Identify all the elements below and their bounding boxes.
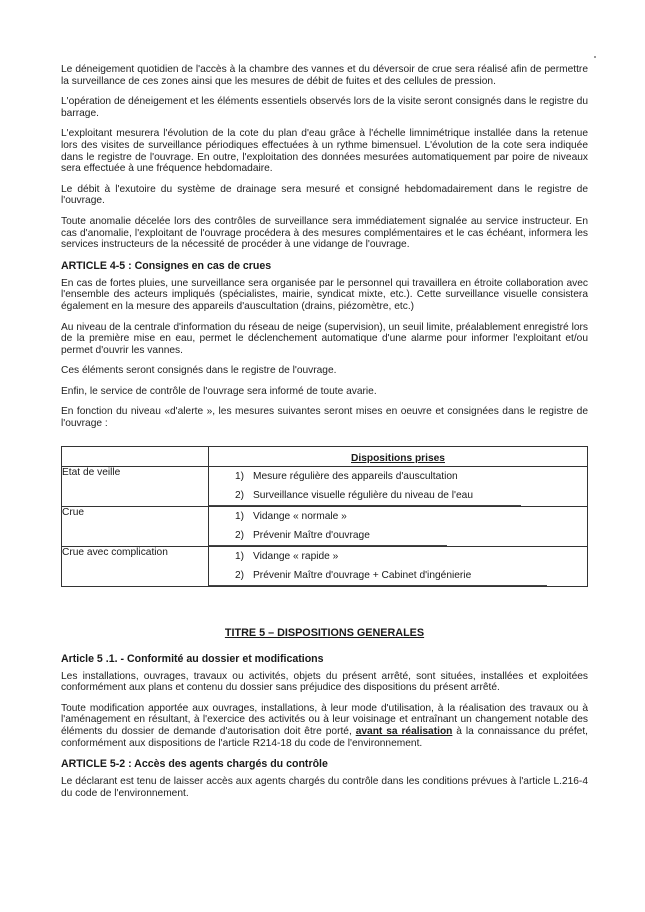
row-label: Etat de veille — [62, 466, 209, 506]
paragraph: Les installations, ouvrages, travaux ou activités, objets du présent arrêté, sont situées, installées et exploitées conformément aux plans et contenu du dossier sans préjudice des dispositions du présent arrêté. — [61, 670, 588, 694]
table-row — [62, 466, 588, 506]
text-segment: Toute modification apportée aux ouvrages, installations, à leur mode d'utilisation, à la réalisation des travaux ou à l'aménagement en résultant, à l'exercice des activités ou à leur voisinage et entraînant un changement notable des éléments du dossier de demande d'autorisation doit être porté, — [61, 702, 588, 738]
item-number: 1) — [235, 470, 245, 482]
item-number: 2) — [235, 569, 245, 581]
text-segment: à la connaissance du préfet, conformément aux dispositions de l'article R214-18 du code de l'environnement. — [61, 726, 588, 749]
list-item — [209, 566, 547, 586]
table-row — [62, 546, 588, 586]
paragraph-with-emphasis — [61, 703, 588, 749]
article-5-1 — [61, 653, 588, 750]
item-number: 1) — [235, 510, 245, 522]
table-header-left — [62, 446, 209, 466]
list-item — [209, 547, 587, 566]
section-title: TITRE 5 – DISPOSITIONS GENERALES — [224, 626, 425, 639]
paragraph: Au niveau de la centrale d'information du réseau de neige (supervision), un seuil limite, préalablement enregistré lors de la première mise en eau, permet le déclenchement automatique d'une alarme pour informer l'exploitant et/ou permet d'ouvrir les vannes. — [61, 321, 588, 356]
paragraph: Enfin, le service de contrôle de l'ouvrage sera informé de toute avarie. — [61, 385, 377, 397]
article-4-5 — [61, 260, 588, 430]
list-item — [209, 467, 587, 486]
table-header-row — [62, 446, 588, 466]
item-text: Prévenir Maître d'ouvrage — [253, 529, 370, 541]
item-text: Surveillance visuelle régulière du niveau de l'eau — [253, 489, 473, 501]
row-items — [209, 546, 588, 586]
item-number: 1) — [235, 550, 245, 562]
table-row — [62, 506, 588, 546]
list-item — [209, 526, 447, 546]
table-header-right — [209, 446, 588, 466]
paragraph: En cas de fortes pluies, une surveillance sera organisée par le personnel qui travaillera en étroite collaboration avec l'ensemble des acteurs impliqués (spécialistes, mairie, syndicat mixte, etc.). Cette surveillance visuelle consistera également en la mesure des appareils d'auscultation (drains, piézomètre, etc.) — [61, 277, 588, 312]
paragraph: Toute anomalie décelée lors des contrôles de surveillance sera immédiatement signalée au service instructeur. En cas d'anomalie, l'exploitant de l'ouvrage procédera à des mesures complémentaires et le cas échéant, informera les services instructeurs de la nécessité de procéder à une vidange de l'ouvrage. — [61, 215, 588, 251]
paragraph: Le déneigement quotidien de l'accès à la chambre des vannes et du déversoir de crue sera réalisé afin de permettre la surveillance de ces zones ainsi que les mesures de débit de fuites et des cellules de pression. — [61, 64, 588, 87]
article-heading: Article 5 .1. - Conformité au dossier et modifications — [61, 652, 324, 665]
item-text: Vidange « normale » — [253, 510, 347, 522]
row-items — [209, 506, 588, 546]
dispositions-table — [61, 446, 588, 587]
paragraph: Le déclarant est tenu de laisser accès aux agents chargés du contrôle dans les conditions prévues à l'article L.216-4 du code de l'environnement. — [61, 776, 588, 799]
row-label: Crue — [62, 506, 209, 546]
emphasis-text: avant sa réalisation — [355, 726, 453, 738]
paragraph: Ces éléments seront consignés dans le registre de l'ouvrage. — [61, 365, 337, 377]
article-5-2 — [61, 758, 588, 799]
item-text: Vidange « rapide » — [253, 550, 339, 562]
list-item — [209, 507, 587, 526]
scan-dot — [594, 56, 596, 58]
item-text: Prévenir Maître d'ouvrage + Cabinet d'ingénierie — [253, 569, 472, 581]
list-item — [209, 486, 521, 506]
intro-section — [61, 64, 588, 251]
paragraph: L'opération de déneigement et les éléments essentiels observés lors de la visite seront consignés dans le registre du barrage. — [61, 96, 588, 119]
paragraph: L'exploitant mesurera l'évolution de la cote du plan d'eau grâce à l'échelle limnimétrique installée dans la retenue lors des visites de surveillance périodiques effectuées à un rythme bimensuel. L'évolution de la cote sera indiquée dans le registre de l'ouvrage. En outre, l'exploitation des données mesurées automatiquement par poire de niveaux sera effectuée à une fréquence hebdomadaire. — [61, 128, 588, 175]
item-number: 2) — [235, 489, 245, 501]
article-heading: ARTICLE 4-5 : Consignes en cas de crues — [61, 259, 272, 272]
row-items — [209, 466, 588, 506]
document-page — [61, 64, 588, 808]
header-label: Dispositions prises — [351, 452, 445, 464]
paragraph: Le débit à l'exutoire du système de drainage sera mesuré et consigné hebdomadairement dans le registre de l'ouvrage. — [61, 183, 588, 207]
row-label: Crue avec complication — [62, 546, 209, 586]
item-number: 2) — [235, 529, 245, 541]
paragraph: En fonction du niveau «d'alerte », les mesures suivantes seront mises en oeuvre et consignées dans le registre de l'ouvrage : — [61, 406, 588, 430]
item-text: Mesure régulière des appareils d'auscultation — [253, 470, 458, 482]
article-heading: ARTICLE 5-2 : Accès des agents chargés du contrôle — [61, 758, 328, 771]
